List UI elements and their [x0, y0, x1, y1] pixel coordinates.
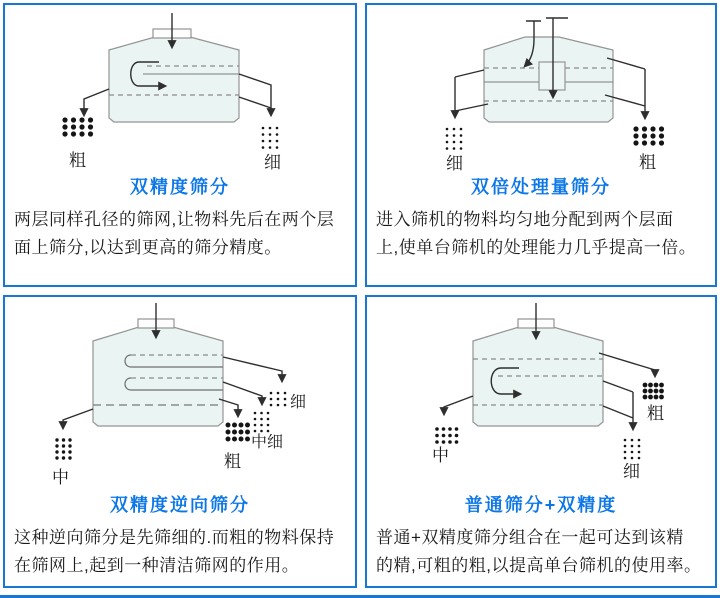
- description-line: 在筛网上,起到一种清洁筛网的作用。: [14, 556, 300, 575]
- output-label-coarse: 粗: [647, 404, 664, 423]
- panel-description: [5, 524, 355, 580]
- panel-title: 双精度筛分: [130, 177, 230, 197]
- fine-dots: [446, 128, 463, 150]
- output-label-fine: 细: [264, 153, 281, 171]
- machine-diagram-double-precision: [5, 5, 355, 171]
- feed-pipe-right: [546, 18, 568, 39]
- description-line: 这种逆向筛分是先筛细的.而粗的物料保持: [14, 528, 335, 547]
- outlet-arrow-left: [84, 89, 109, 115]
- outlet-line-fine: [603, 381, 633, 392]
- outlet-line-left: [455, 70, 484, 77]
- panel-double-capacity: [365, 3, 717, 287]
- feed-pipe-left: [526, 21, 541, 39]
- output-label-coarse: 粗: [639, 153, 656, 171]
- output-label-medium: 中: [52, 468, 69, 487]
- panel-description: [367, 524, 715, 580]
- coarse-dots: [633, 126, 664, 145]
- medium-dots: [435, 427, 458, 444]
- outlet-arrow-fine: [223, 357, 282, 381]
- panel-description: [367, 206, 715, 262]
- output-label-medium: 中: [432, 446, 449, 465]
- fine-dots: [270, 392, 287, 407]
- coarse-dots: [643, 383, 664, 400]
- panel-double-precision: [3, 3, 357, 287]
- machine-diagram-reverse: [5, 297, 355, 489]
- outlet-line-left: [455, 104, 488, 111]
- fine-dots: [254, 412, 270, 433]
- panel-title: 普通筛分+双精度: [464, 495, 618, 515]
- output-label-fine: 细: [623, 462, 640, 481]
- description-line: 的精,可粗的粗,以提高单台筛机的使用率。: [376, 556, 702, 575]
- outlet-arrow-medium: [444, 396, 473, 414]
- outlet-arrow-midfine: [223, 382, 262, 404]
- outlet-arrow-medium: [63, 409, 93, 428]
- machine-diagram-double-capacity: [367, 5, 715, 171]
- panel-title: 双精度逆向筛分: [110, 495, 250, 515]
- machine-diagram-normal-plus-double: [367, 297, 715, 489]
- outlet-line-right: [239, 97, 271, 108]
- panel-title: 双倍处理量筛分: [471, 177, 611, 197]
- description-line: 上,使单台筛机的处理能力几乎提高一倍。: [376, 238, 697, 257]
- outlet-line-fine: [603, 406, 633, 418]
- description-line: 两层同样孔径的筛网,让物料先后在两个层: [14, 210, 335, 229]
- description-line: 普通+双精度筛分组合在一起可达到该精: [376, 528, 684, 547]
- outlet-arrow-right: [239, 74, 271, 115]
- fine-dots: [262, 127, 279, 149]
- output-label-midfine: 中细: [251, 434, 284, 451]
- coarse-dots: [62, 117, 93, 136]
- panel-reverse-screening: [3, 295, 357, 588]
- output-label-coarse: 粗: [69, 151, 86, 170]
- panel-description: [5, 206, 355, 262]
- machine-body: [93, 327, 223, 426]
- description-line: 进入筛机的物料均匀地分配到两个层面: [376, 210, 674, 229]
- medium-dots: [55, 438, 71, 459]
- outlet-arrow-coarse: [599, 353, 655, 376]
- machine-body: [109, 37, 239, 122]
- output-label-fine: 细: [446, 154, 463, 171]
- fine-dots: [624, 439, 641, 460]
- output-label-coarse: 粗: [224, 452, 241, 471]
- panel-normal-plus-double-precision: [365, 295, 717, 588]
- description-line: 面上筛分,以达到更高的筛分精度。: [14, 238, 282, 257]
- coarse-dots: [226, 423, 251, 442]
- output-label-fine: 细: [290, 394, 307, 411]
- feed-splitter-box: [539, 62, 565, 90]
